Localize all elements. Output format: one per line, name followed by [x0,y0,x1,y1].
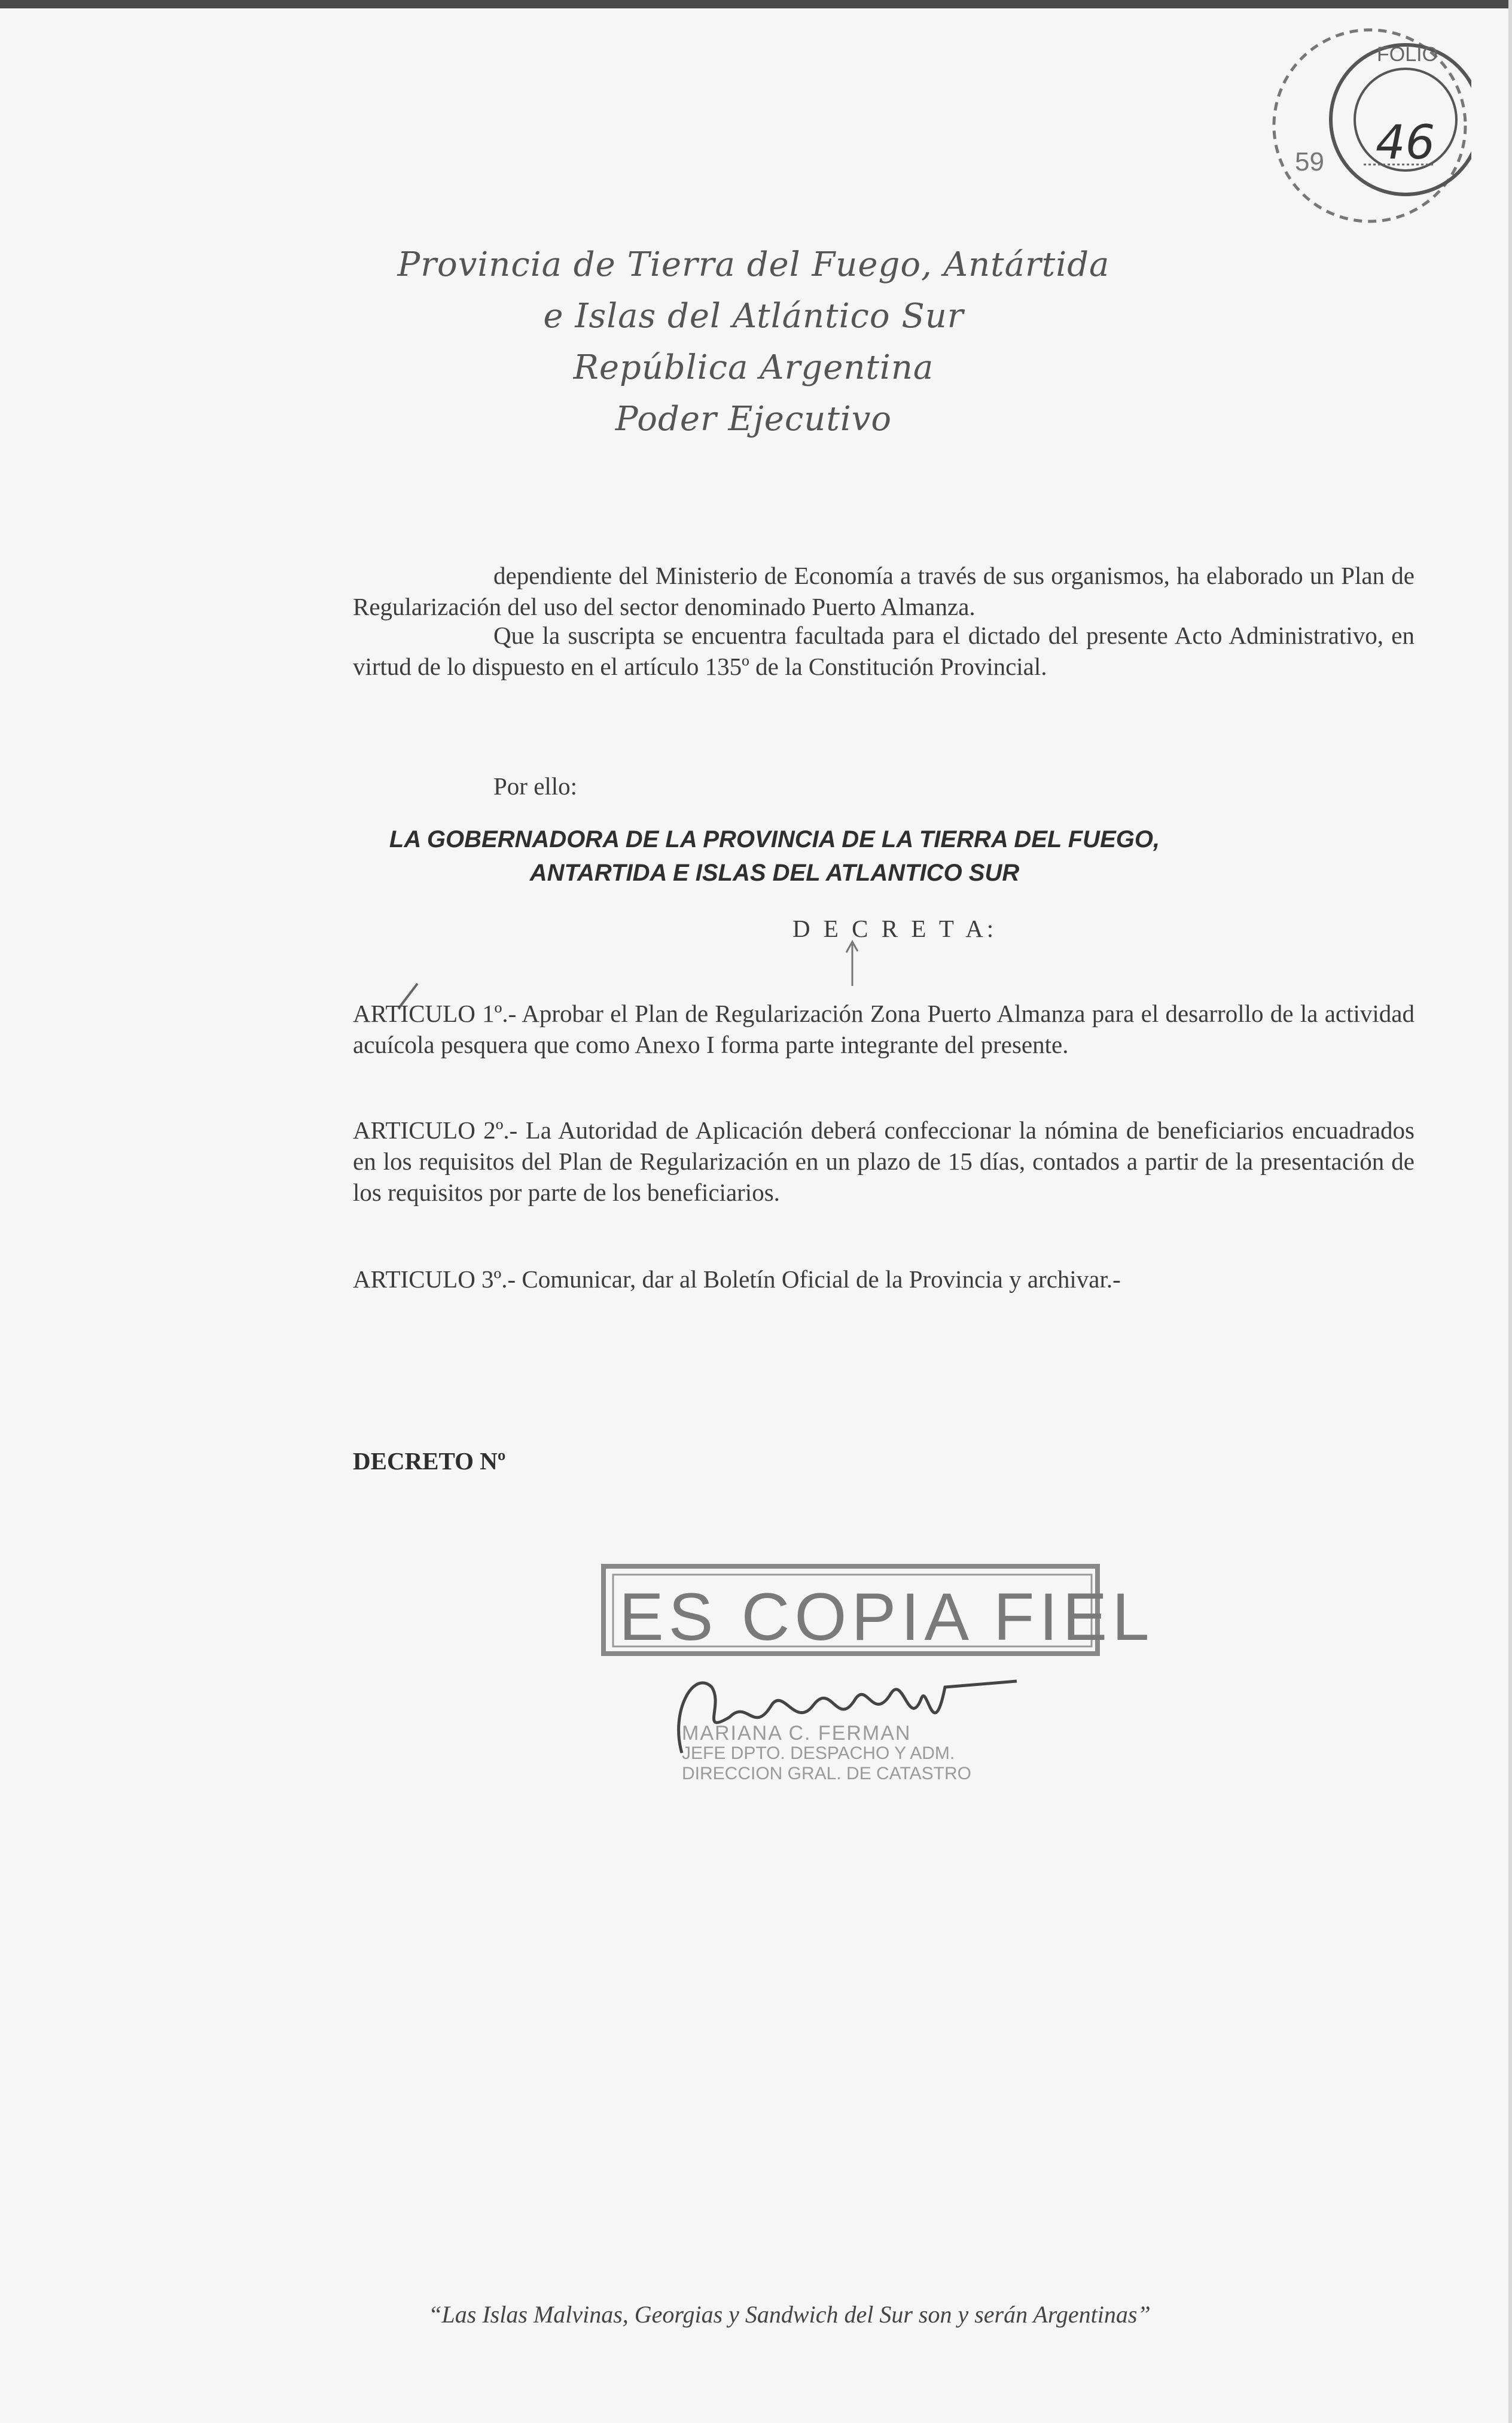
scan-top-edge [0,0,1512,8]
governor-heading [353,823,1196,890]
folio-stamp [1220,24,1471,227]
pen-mark-icon [843,939,861,987]
decreta-heading: D E C R E T A: [792,915,998,942]
letterhead-province: Provincia de Tierra del Fuego, Antártida [397,245,1110,284]
governor-heading-line-2: ANTARTIDA E ISLAS DEL ATLANTICO SUR [529,860,1020,886]
governor-heading-line-1: LA GOBERNADORA DE LA PROVINCIA DE LA TIERRA DEL FUEGO, [389,826,1160,853]
signer-title-1: JEFE DPTO. DESPACHO Y ADM. [682,1743,955,1763]
letterhead-branch: Poder Ejecutivo [615,400,892,439]
letterhead [335,239,1172,445]
copia-fiel-stamp: ES COPIA FIEL [619,1579,1154,1654]
articulo-3: ARTICULO 3º.- Comunicar, dar al Boletín Oficial de la Provincia y archivar.- [353,1265,1121,1293]
articulo-1: ARTICULO 1º.- Aprobar el Plan de Regularización Zona Puerto Almanza para el desarrollo de la actividad acuícola pesquera que como Anexo I forma parte integrante del presente. [353,1000,1415,1058]
footer-quote: “Las Islas Malvinas, Georgias y Sandwich del Sur son y serán Argentinas” [428,2301,1151,2328]
paragraph-1: dependiente del Ministerio de Economía a través de sus organismos, ha elaborado un Plan de Regularización del uso del sector denominado Puerto Almanza. [353,562,1415,620]
articulo-2: ARTICULO 2º.- La Autoridad de Aplicación deberá confeccionar la nómina de beneficiarios encuadrados en los requisitos del Plan de Regularización en un plazo de 15 días, contados a partir de la presentación de los requisitos por parte de los beneficiarios. [353,1116,1415,1206]
scan-right-edge [1508,0,1512,2423]
signer-block [682,1723,971,1784]
signer-name: MARIANA C. FERMAN [682,1722,912,1745]
folio-prefix: 59 [1295,147,1324,176]
paragraph-2: Que la suscripta se encuentra facultada para el dictado del presente Acto Administrativo, en virtud de lo dispuesto en el artículo 135º de la Constitución Provincial. [353,622,1415,680]
por-ello: Por ello: [493,772,578,800]
decreto-number: DECRETO Nº [353,1447,506,1475]
signer-title-2: DIRECCION GRAL. DE CATASTRO [682,1764,971,1783]
letterhead-islands: e Islas del Atlántico Sur [543,297,964,336]
letterhead-country: República Argentina [573,348,934,387]
folio-label: FOLIO [1377,43,1438,66]
folio-number: 46 [1376,116,1435,170]
